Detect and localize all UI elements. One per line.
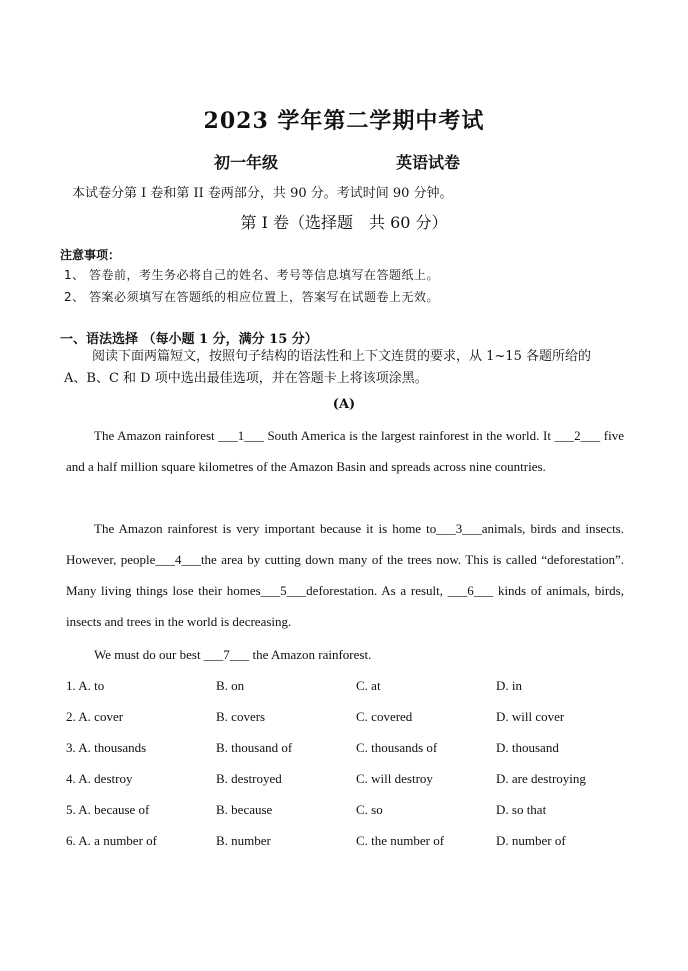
option-row bbox=[66, 705, 646, 736]
option-b: B. number bbox=[216, 833, 271, 848]
option-row bbox=[66, 798, 646, 829]
option-b: B. thousand of bbox=[216, 740, 293, 755]
option-b: B. covers bbox=[216, 709, 266, 724]
passage-label: (A) bbox=[332, 397, 356, 412]
option-a: 3. A. thousands bbox=[66, 740, 147, 755]
notice-item: 2、 答案必须填写在答题纸的相应位置上，答案写在试题卷上无效。 bbox=[64, 290, 439, 304]
option-c: C. covered bbox=[356, 709, 413, 724]
notice-title: 注意事项： bbox=[60, 248, 121, 262]
option-c: C. will destroy bbox=[356, 771, 433, 786]
section-title: 一、语法选择 （每小题 1 分，满分 15 分） bbox=[60, 332, 318, 347]
option-b: B. because bbox=[216, 802, 273, 817]
option-a: 4. A. destroy bbox=[66, 771, 133, 786]
exam-intro: 本试卷分第 I 卷和第 II 卷两部分，共 90 分。考试时间 90 分钟。 bbox=[72, 186, 453, 201]
option-row bbox=[66, 736, 646, 767]
option-a: 2. A. cover bbox=[66, 709, 124, 724]
option-c: C. so bbox=[356, 802, 383, 817]
passage-paragraph: The Amazon rainforest ___1___ South America is the largest rainforest in the world. It ___2___ five and a half million square kilometres of the Amazon Basin and spreads across nine countries. bbox=[66, 428, 624, 474]
option-c: C. thousands of bbox=[356, 740, 438, 755]
option-a: 6. A. a number of bbox=[66, 833, 157, 848]
option-d: D. thousand bbox=[496, 740, 559, 755]
grade-label: 初一年级 bbox=[214, 153, 279, 172]
passage-paragraph: We must do our best ___7___ the Amazon rainforest. bbox=[94, 647, 372, 662]
option-a: 1. A. to bbox=[66, 678, 105, 693]
option-a: 5. A. because of bbox=[66, 802, 150, 817]
exam-title: 2023 学年第二学期中考试 bbox=[203, 108, 485, 134]
option-b: B. destroyed bbox=[216, 771, 282, 786]
option-d: D. number of bbox=[496, 833, 566, 848]
option-c: C. the number of bbox=[356, 833, 445, 848]
notice-item: 1、 答卷前，考生务必将自己的姓名、考号等信息填写在答题纸上。 bbox=[64, 268, 439, 282]
instruction-line: 阅读下面两篇短文，按照句子结构的语法性和上下文连贯的要求，从 1~15 各题所给的 bbox=[92, 349, 591, 364]
option-row bbox=[66, 829, 646, 860]
part1-title: 第 I 卷（选择题 共 60 分） bbox=[240, 213, 448, 232]
option-b: B. on bbox=[216, 678, 245, 693]
instruction-line: A、B、C 和 D 项中选出最佳选项，并在答题卡上将该项涂黑。 bbox=[64, 371, 428, 386]
subject-label: 英语试卷 bbox=[396, 153, 461, 172]
passage-paragraph: The Amazon rainforest is very important because it is home to___3___animals, birds and insects. However, people___4___the area by cutting down many of the trees now. This is called “deforestation”. Many living things lose their homes___5___deforestation. As a result, ___6___ kinds of animals, birds, insects and trees in the world is decreasing. bbox=[66, 521, 624, 629]
option-d: D. in bbox=[496, 678, 522, 693]
option-d: D. will cover bbox=[496, 709, 565, 724]
option-c: C. at bbox=[356, 678, 381, 693]
options-list bbox=[66, 674, 646, 860]
option-row bbox=[66, 767, 646, 798]
option-d: D. so that bbox=[496, 802, 547, 817]
option-d: D. are destroying bbox=[496, 771, 586, 786]
option-row bbox=[66, 674, 646, 705]
